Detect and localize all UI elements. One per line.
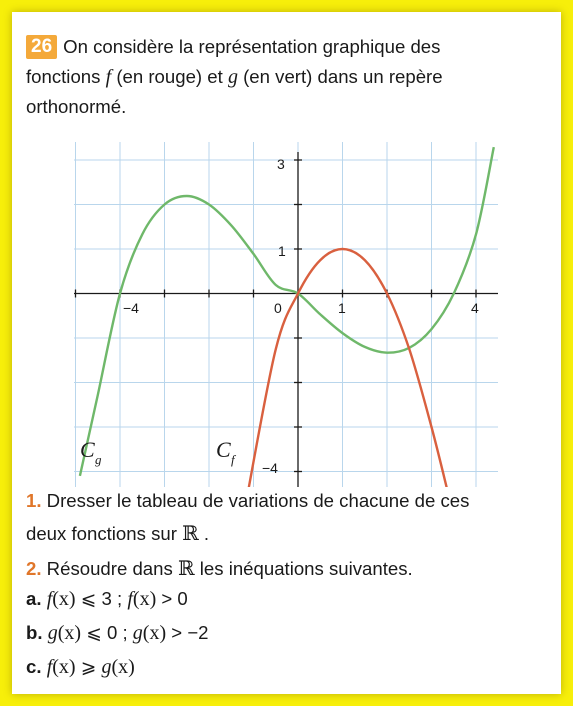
a-separator: ; [111, 588, 128, 609]
x-tick-label-minus4: −4 [123, 300, 139, 316]
question-b-label: b. [26, 622, 43, 643]
question-c-label: c. [26, 656, 42, 677]
question-1-end: . [198, 523, 210, 544]
a-f-symbol: f [46, 588, 53, 610]
a-relation-2: > 0 [156, 588, 188, 609]
x-tick-label-1: 1 [338, 300, 346, 316]
question-a-line [26, 588, 188, 611]
c-g-symbol: g [101, 656, 112, 678]
question-b-line [26, 622, 209, 645]
question-2-text: Résoudre dans [41, 558, 178, 579]
b-arg-2: (x) [142, 622, 167, 644]
intro-text-2a: fonctions [26, 66, 106, 87]
b-g-symbol: g [47, 622, 58, 644]
function-graph [12, 142, 561, 487]
c-arg-2: (x) [111, 656, 135, 678]
question-1-line-1 [26, 490, 469, 512]
function-g-symbol: g [227, 66, 238, 88]
question-2-line [26, 556, 413, 581]
question-2-end: les inéquations suivantes. [194, 558, 413, 579]
a-relation-1: ⩽ 3 [75, 588, 112, 609]
c-relation: ⩾ [75, 656, 102, 677]
reals-symbol-1: ℝ [182, 523, 199, 545]
question-a-label: a. [26, 588, 42, 609]
b-relation-2: > −2 [166, 622, 209, 643]
x-tick-label-0: 0 [274, 300, 282, 316]
intro-text-3: orthonormé. [26, 96, 127, 117]
question-2-number: 2. [26, 558, 42, 579]
c-arg-1: (x) [52, 656, 76, 678]
y-tick-label-1: 1 [278, 243, 286, 259]
a-f-symbol-2: f [127, 588, 133, 610]
intro-line-2 [26, 62, 556, 92]
question-c-line [26, 656, 135, 679]
curve-f-label: C [216, 437, 231, 462]
question-1-text-2: deux fonctions sur [26, 523, 183, 544]
exercise-number-badge: 26 [26, 35, 57, 59]
y-tick-label-3: 3 [277, 156, 285, 172]
intro-line-1 [26, 32, 556, 62]
y-tick-label-minus4: −4 [262, 460, 278, 476]
b-separator: ; [117, 622, 133, 643]
exercise-card [12, 12, 561, 694]
question-1-text: Dresser le tableau de variations de chacune de ces [41, 490, 470, 511]
intro-text-1: On considère la représentation graphique des [63, 36, 441, 57]
a-arg-1: (x) [52, 588, 76, 610]
b-relation-1: ⩽ 0 [81, 622, 118, 643]
function-f-symbol: f [105, 66, 112, 88]
a-arg-2: (x) [132, 588, 157, 610]
curve-g-label-sub: g [95, 452, 102, 467]
curve-f-label-sub: f [231, 452, 235, 467]
c-f-symbol: f [46, 656, 53, 678]
b-g-symbol-2: g [132, 622, 143, 644]
intro-text-2c: (en vert) dans un repère [237, 66, 443, 87]
curve-g-label: C [80, 437, 95, 462]
intro-text-2b: (en rouge) et [111, 66, 228, 87]
exercise-intro [26, 32, 556, 122]
question-1-number: 1. [26, 490, 42, 511]
x-tick-label-4: 4 [471, 300, 479, 316]
intro-line-3 [26, 92, 556, 122]
b-arg-1: (x) [57, 622, 82, 644]
reals-symbol-2: ℝ [177, 558, 195, 580]
question-1-line-2 [26, 521, 209, 546]
